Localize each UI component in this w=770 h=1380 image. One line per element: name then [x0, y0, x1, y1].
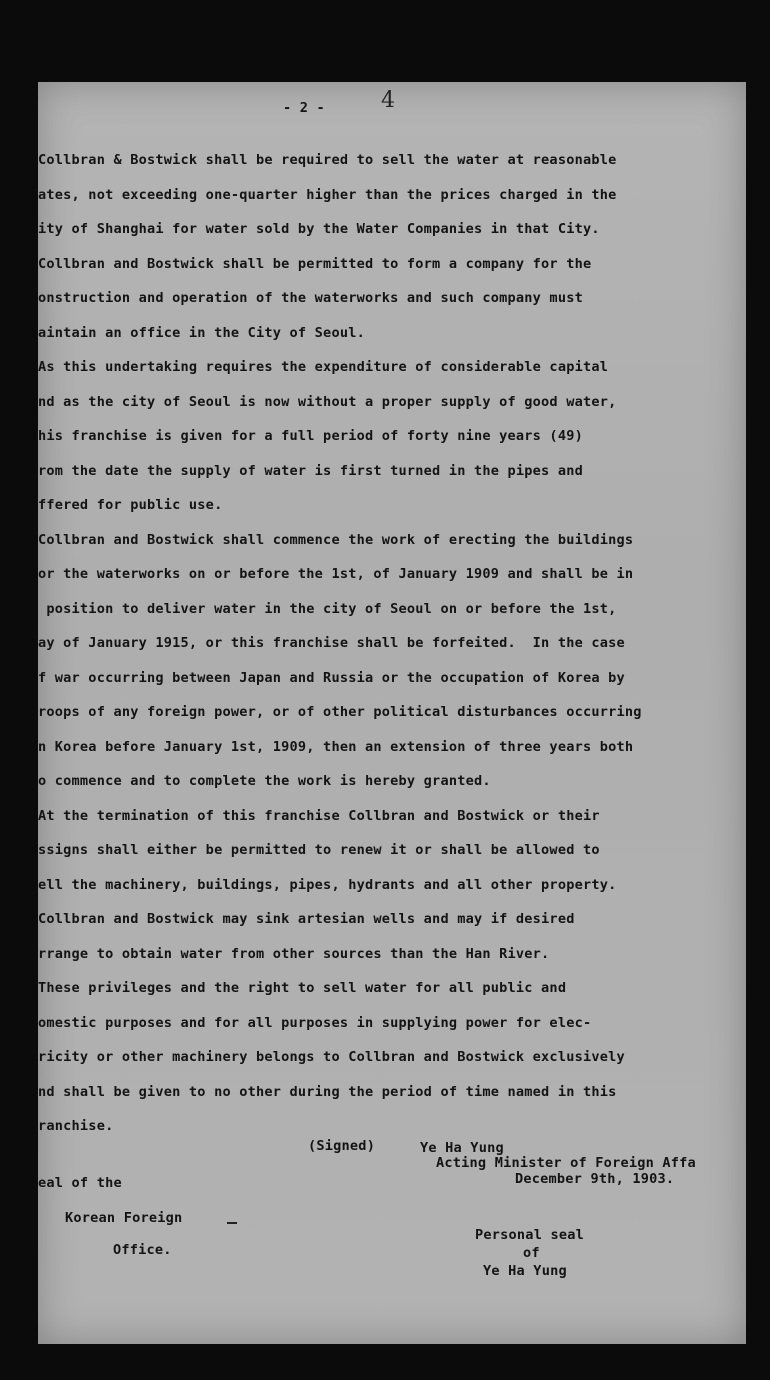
- text-line: At the termination of this franchise Collbran and Bostwick or their: [38, 807, 600, 824]
- office-seal-line-1: eal of the: [38, 1175, 122, 1191]
- text-line: f war occurring between Japan and Russia or the occupation of Korea by: [38, 669, 625, 686]
- text-line: ffered for public use.: [38, 497, 223, 513]
- personal-seal-line-3: Ye Ha Yung: [483, 1263, 567, 1279]
- text-line: ssigns shall either be permitted to renew it or shall be allowed to: [38, 842, 600, 858]
- text-line: onstruction and operation of the waterworks and such company must: [38, 290, 583, 306]
- text-line: ricity or other machinery belongs to Collbran and Bostwick exclusively: [38, 1049, 625, 1065]
- text-line: nd as the city of Seoul is now without a proper supply of good water,: [38, 393, 617, 410]
- page-number: - 2 -: [283, 100, 325, 116]
- text-line: ay of January 1915, or this franchise shall be forfeited. In the case: [38, 635, 625, 651]
- text-line: rrange to obtain water from other sources than the Han River.: [38, 945, 550, 962]
- text-line: omestic purposes and for all purposes in supplying power for elec-: [38, 1014, 592, 1031]
- personal-seal-line-2: of: [523, 1245, 540, 1261]
- ink-dash: [227, 1222, 237, 1224]
- text-line: his franchise is given for a full period of forty nine years (49): [38, 428, 583, 444]
- text-line: n Korea before January 1st, 1909, then an extension of three years both: [38, 738, 634, 755]
- text-line: ates, not exceeding one-quarter higher than the prices charged in the: [38, 186, 617, 203]
- text-line: These privileges and the right to sell water for all public and: [38, 980, 567, 996]
- franchise-body-text: [38, 149, 746, 1150]
- text-line: ell the machinery, buildings, pipes, hydrants and all other property.: [38, 876, 617, 893]
- text-line: Collbran and Bostwick shall commence the work of erecting the buildings: [38, 531, 634, 548]
- text-line: ranchise.: [38, 1118, 114, 1134]
- signature-date: December 9th, 1903.: [515, 1171, 675, 1187]
- signer-name: Ye Ha Yung: [420, 1140, 504, 1156]
- text-line: Collbran and Bostwick shall be permitted to form a company for the: [38, 255, 592, 272]
- signed-label: (Signed): [308, 1138, 376, 1154]
- text-line: roops of any foreign power, or of other political disturbances occurring: [38, 704, 642, 720]
- office-seal-line-3: Office.: [113, 1242, 172, 1258]
- text-line: ity of Shanghai for water sold by the Water Companies in that City.: [38, 221, 600, 237]
- text-line: rom the date the supply of water is first turned in the pipes and: [38, 462, 583, 479]
- text-line: position to deliver water in the city of Seoul on or before the 1st,: [38, 600, 617, 617]
- text-line: Collbran and Bostwick may sink artesian wells and may if desired: [38, 911, 575, 927]
- text-line: As this undertaking requires the expenditure of considerable capital: [38, 359, 609, 375]
- office-seal-line-2: Korean Foreign: [65, 1210, 183, 1226]
- text-line: Collbran & Bostwick shall be required to sell the water at reasonable: [38, 152, 617, 168]
- personal-seal-line-1: Personal seal: [475, 1227, 584, 1243]
- signer-title: Acting Minister of Foreign Affa: [436, 1155, 696, 1171]
- document-page: [38, 82, 746, 1344]
- text-line: aintain an office in the City of Seoul.: [38, 324, 365, 341]
- text-line: nd shall be given to no other during the period of time named in this: [38, 1083, 617, 1100]
- text-line: o commence and to complete the work is hereby granted.: [38, 773, 491, 789]
- text-line: or the waterworks on or before the 1st, of January 1909 and shall be in: [38, 566, 634, 582]
- handwritten-page-number: 4: [381, 88, 395, 113]
